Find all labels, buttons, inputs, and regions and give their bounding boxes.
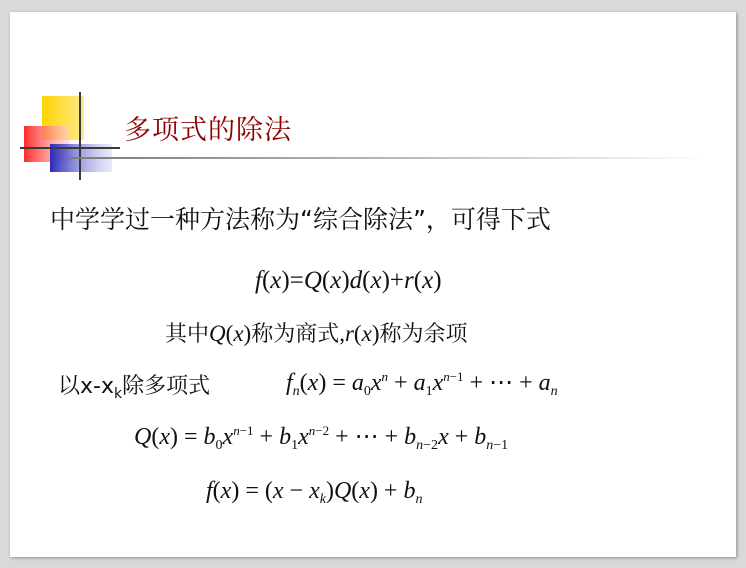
divisor-text: 以$x-x_k$除多项式 [58, 374, 211, 402]
quotient-formula: $Q(x) = b_0x^{n-1} + b_1x^{n-2}$ + ⋯ + $b_{n-2}x + b_{n-1}$ [134, 423, 509, 453]
quotient-remainder-text: 其中Q(x)称为商式,r(x)称为余项 [165, 321, 468, 347]
page-title: 多项式的除法 [124, 115, 292, 146]
title-decoration-icon [20, 90, 130, 180]
intro-text: 中学学过一种方法称为“综合除法”，可得下式 [50, 205, 551, 234]
polynomial-formula: $f_n(x) = a_0x^n + a_1x^{n-1}$ + ⋯ + $a_n$ [286, 369, 558, 399]
slide [10, 12, 736, 557]
title-divider [70, 157, 710, 159]
main-formula: f(x)=Q(x)d(x)+r(x) [255, 267, 442, 294]
division-result-formula: $f(x) = (x - x_k)Q(x) + b_n$ [206, 478, 423, 507]
